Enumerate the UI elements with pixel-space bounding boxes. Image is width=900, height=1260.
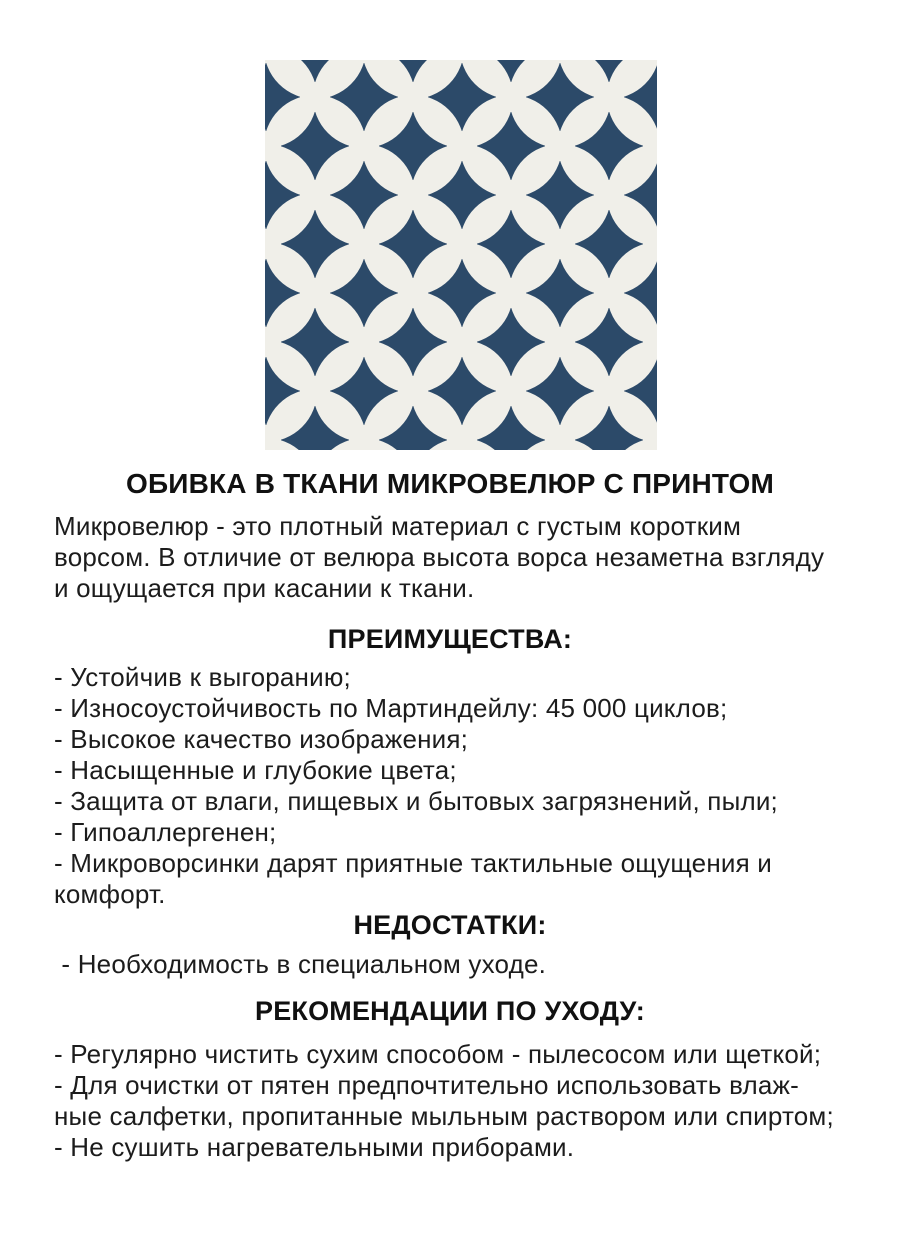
advantages-item: - Высокое качество изображения;	[54, 724, 469, 754]
advantages-item: - Микроворсинки дарят приятные тактильные ощущения и	[54, 848, 773, 878]
page-title: ОБИВКА В ТКАНИ МИКРОВЕЛЮР С ПРИНТОМ	[125, 468, 775, 499]
disadvantages-item: - Необходимость в специальном уходе.	[54, 949, 547, 979]
care-recommendations-list	[54, 1039, 850, 1163]
product-description-page	[0, 60, 900, 1260]
advantages-item: - Насыщенные и глубокие цвета;	[54, 755, 457, 785]
advantages-heading: ПРЕИМУЩЕСТВА:	[327, 624, 573, 654]
care-item: - Не сушить нагревательными приборами.	[54, 1132, 575, 1162]
advantages-item: - Гипоаллергенен;	[54, 817, 277, 847]
care-heading: РЕКОМЕНДАЦИИ ПО УХОДУ:	[254, 996, 645, 1026]
advantages-item: - Устойчив к выгоранию;	[54, 662, 351, 692]
advantages-item-wrap: комфорт.	[54, 879, 166, 909]
fabric-pattern-image	[265, 60, 657, 450]
intro-line: Микровелюр - это плотный материал с густым коротким	[54, 511, 742, 541]
pattern-fill-rect	[265, 60, 657, 450]
intro-paragraph	[54, 511, 850, 604]
care-item: - Регулярно чистить сухим способом - пылесосом или щеткой;	[54, 1039, 822, 1069]
intro-line: ворсом. В отличие от велюра высота ворса незаметна взгляду	[54, 542, 825, 572]
advantages-list	[54, 662, 850, 910]
care-item-wrap: ные салфетки, пропитанные мыльным раствором или спиртом;	[54, 1101, 834, 1131]
advantages-item: - Износоустойчивость по Мартиндейлу: 45 000 циклов;	[54, 693, 728, 723]
advantages-item: - Защита от влаги, пищевых и бытовых загрязнений, пыли;	[54, 786, 778, 816]
disadvantages-list	[54, 949, 850, 980]
care-item: - Для очистки от пятен предпочтительно использовать влаж-	[54, 1070, 799, 1100]
fabric-pattern-svg	[265, 60, 657, 450]
intro-line: и ощущается при касании к ткани.	[54, 573, 475, 603]
disadvantages-heading: НЕДОСТАТКИ:	[353, 910, 547, 940]
